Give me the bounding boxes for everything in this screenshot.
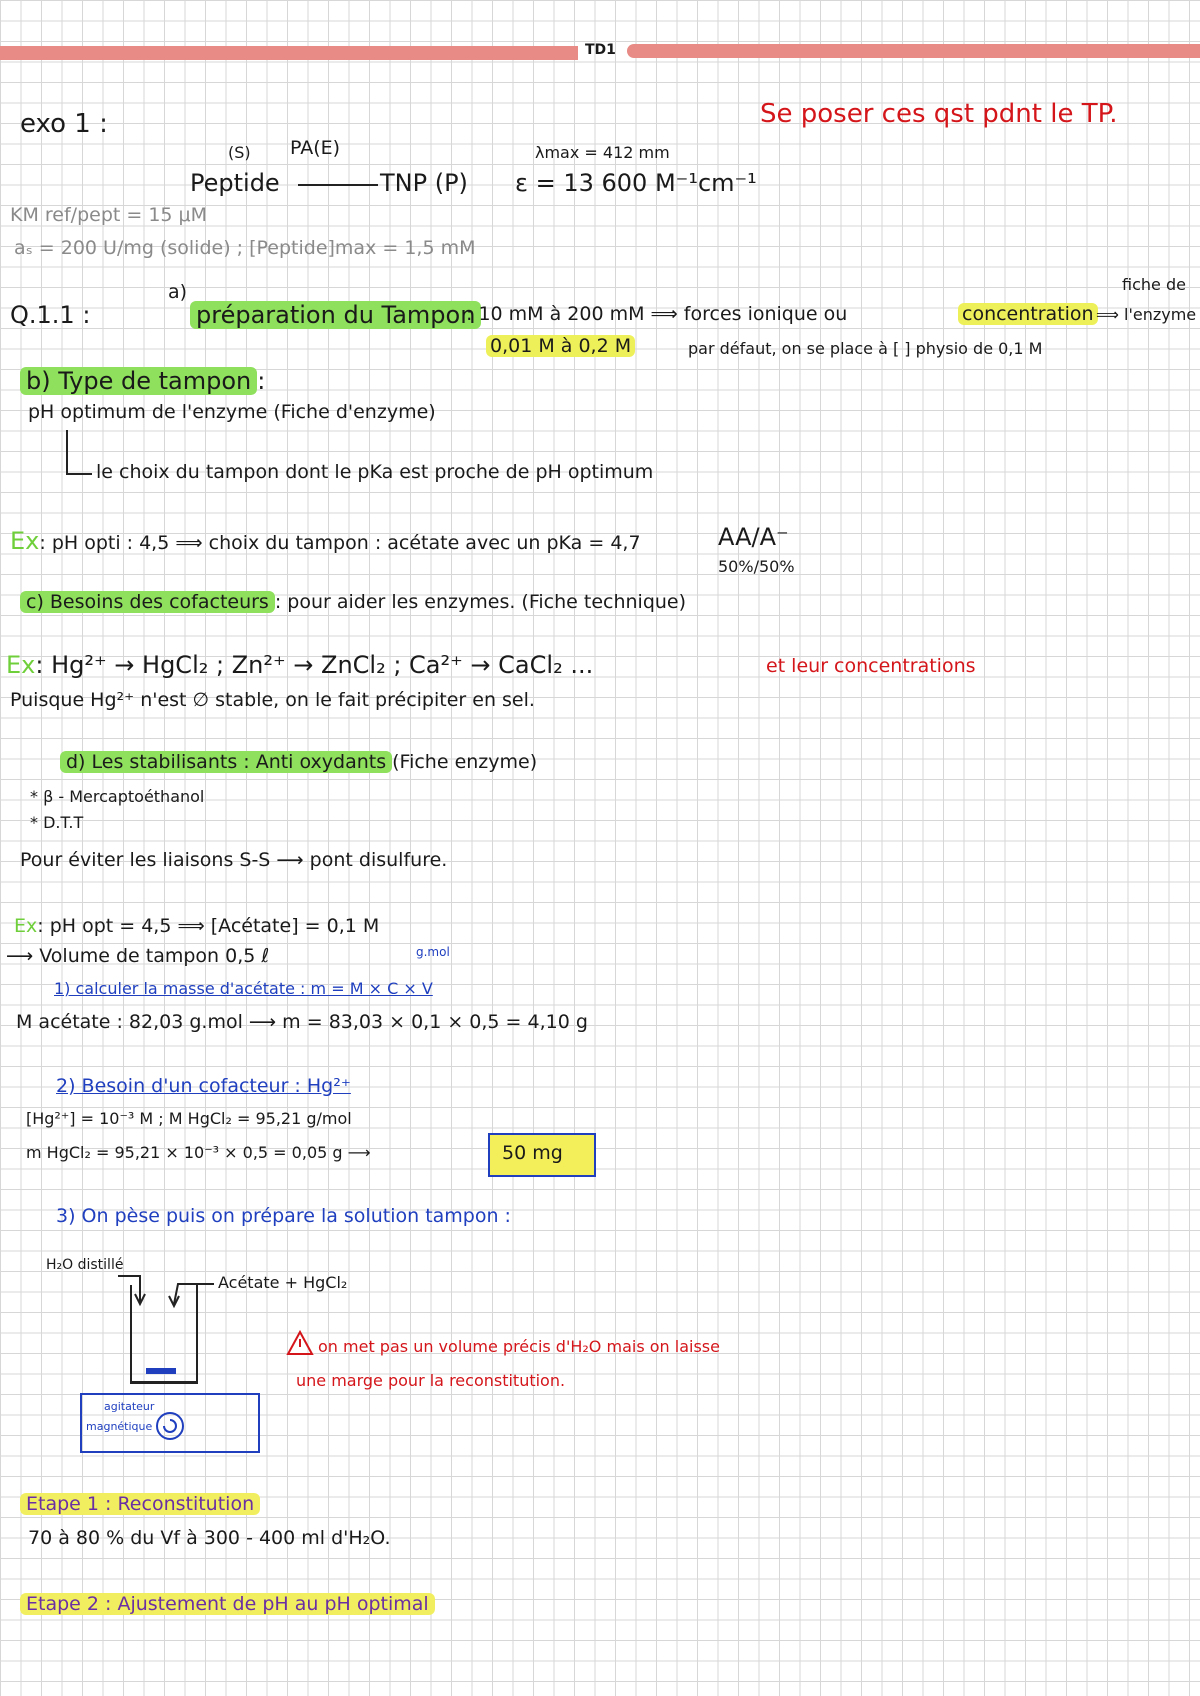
red-note: Se poser ces qst pdnt le TP. xyxy=(760,99,1118,129)
step2-line1: [Hg²⁺] = 10⁻³ M ; M HgCl₂ = 95,21 g/mol xyxy=(26,1109,352,1128)
reaction-right: TNP (P) xyxy=(380,169,468,197)
stirrer-knob-mark xyxy=(164,1420,176,1432)
ex2-text: : Hg²⁺ → HgCl₂ ; Zn²⁺ → ZnCl₂ ; Ca²⁺ → CaCl₂ ... xyxy=(35,651,594,679)
substrate-tag: (S) xyxy=(228,143,251,162)
step1: 1) calculer la masse d'acétate : m = M × C × V xyxy=(54,979,433,998)
d-item2: * D.T.T xyxy=(30,813,84,832)
ex3-line1: : pH opt = 4,5 ⟹ [Acétate] = 0,1 M xyxy=(37,915,380,937)
ex1-label: Ex xyxy=(10,527,40,555)
ex2-line2: Puisque Hg²⁺ n'est ∅ stable, on le fait précipiter en sel. xyxy=(10,689,535,711)
ex2-label: Ex xyxy=(6,651,36,679)
as-value: aₛ = 200 U/mg (solide) ; [Peptide]max = 1,5 mM xyxy=(14,237,476,259)
header-bar-left xyxy=(0,46,578,60)
unit-note: g.mol xyxy=(416,945,450,959)
reaction-left: Peptide xyxy=(190,169,280,197)
ex3-line2: ⟶ Volume de tampon 0,5 ℓ xyxy=(6,945,270,967)
etape1-text: 70 à 80 % du Vf à 300 - 400 ml d'H₂O. xyxy=(28,1527,391,1549)
ex1-text: : pH opti : 4,5 ⟹ choix du tampon : acétate avec un pKa = 4,7 xyxy=(39,532,641,554)
header-bar-right xyxy=(627,44,1200,58)
a-line2-highlight: 0,01 M à 0,2 M xyxy=(486,335,635,357)
step2-line2: m HgCl₂ = 95,21 × 10⁻³ × 0,5 = 0,05 g ⟶ xyxy=(26,1143,371,1162)
agitator-line2: magnétique xyxy=(86,1420,153,1433)
exo-title: exo 1 : xyxy=(20,109,108,139)
warning-line1: on met pas un volume précis d'H₂O mais on laisse xyxy=(318,1337,720,1356)
d-item1: * β - Mercaptoéthanol xyxy=(30,787,205,806)
a-concentration: concentration xyxy=(958,303,1098,325)
warning-icon xyxy=(0,0,1,1)
ex3-label: Ex xyxy=(14,915,38,937)
reaction-arrow xyxy=(298,184,378,186)
stirrer-icon xyxy=(82,1395,83,1396)
lambda-max: λmax = 412 mm xyxy=(535,143,670,162)
a-letter: a) xyxy=(168,281,188,303)
ratio: 50%/50% xyxy=(718,557,795,576)
agitator-line1: agitateur xyxy=(104,1400,155,1413)
b-line2: le choix du tampon dont le pKa est proche de pH optimum xyxy=(96,461,654,483)
q-label: Q.1.1 : xyxy=(10,301,91,329)
km-value: KM ref/pept = 15 μM xyxy=(10,204,208,226)
b-arrow-vertical xyxy=(66,430,68,474)
stirrer-knob xyxy=(157,1413,183,1439)
warning-line2: une marge pour la reconstitution. xyxy=(296,1371,566,1390)
acetate-label: Acétate + HgCl₂ xyxy=(218,1273,348,1292)
etape2-title: Etape 2 : Ajustement de pH au pH optimal xyxy=(20,1593,435,1615)
b-arrow-horizontal xyxy=(66,473,92,475)
a-title: préparation du Tampon xyxy=(190,301,481,329)
a-text: : 10 mM à 200 mM ⟹ forces ionique ou xyxy=(466,303,848,325)
h2o-label: H₂O distillé xyxy=(46,1257,124,1273)
magnetic-stirrer xyxy=(80,1393,260,1453)
d-title: d) Les stabilisants : Anti oxydants xyxy=(60,751,392,773)
epsilon: ε = 13 600 M⁻¹cm⁻¹ xyxy=(515,169,757,197)
stir-bar xyxy=(146,1368,176,1374)
aa-ratio-label: AA/A⁻ xyxy=(718,523,789,551)
step2-result: 50 mg xyxy=(502,1142,563,1164)
d-line3: Pour éviter les liaisons S-S ⟶ pont disulfure. xyxy=(20,849,448,871)
page-tag: TD1 xyxy=(585,42,616,58)
step1-calc: M acétate : 82,03 g.mol ⟶ m = 83,03 × 0,1 × 0,5 = 4,10 g xyxy=(16,1011,588,1033)
etape1-title: Etape 1 : Reconstitution xyxy=(20,1493,260,1515)
enzyme-name: PA(E) xyxy=(290,137,341,159)
fiche-de: fiche de xyxy=(1122,275,1186,294)
step3: 3) On pèse puis on prépare la solution tampon : xyxy=(56,1205,511,1227)
c-title: c) Besoins des cofacteurs xyxy=(20,591,275,613)
a-arrow: ⟹ l'enzyme xyxy=(1096,305,1197,324)
mass-result-box xyxy=(488,1133,596,1177)
b-line1: pH optimum de l'enzyme (Fiche d'enzyme) xyxy=(28,401,436,423)
d-paren: (Fiche enzyme) xyxy=(392,751,538,773)
a-line2: par défaut, on se place à [ ] physio de 0,1 M xyxy=(688,339,1043,358)
b-title: b) Type de tampon xyxy=(20,367,257,395)
b-colon: : xyxy=(257,367,266,395)
c-text: : pour aider les enzymes. (Fiche technique) xyxy=(274,591,687,613)
step2: 2) Besoin d'un cofacteur : Hg²⁺ xyxy=(56,1075,351,1097)
ex2-red: et leur concentrations xyxy=(766,655,976,677)
